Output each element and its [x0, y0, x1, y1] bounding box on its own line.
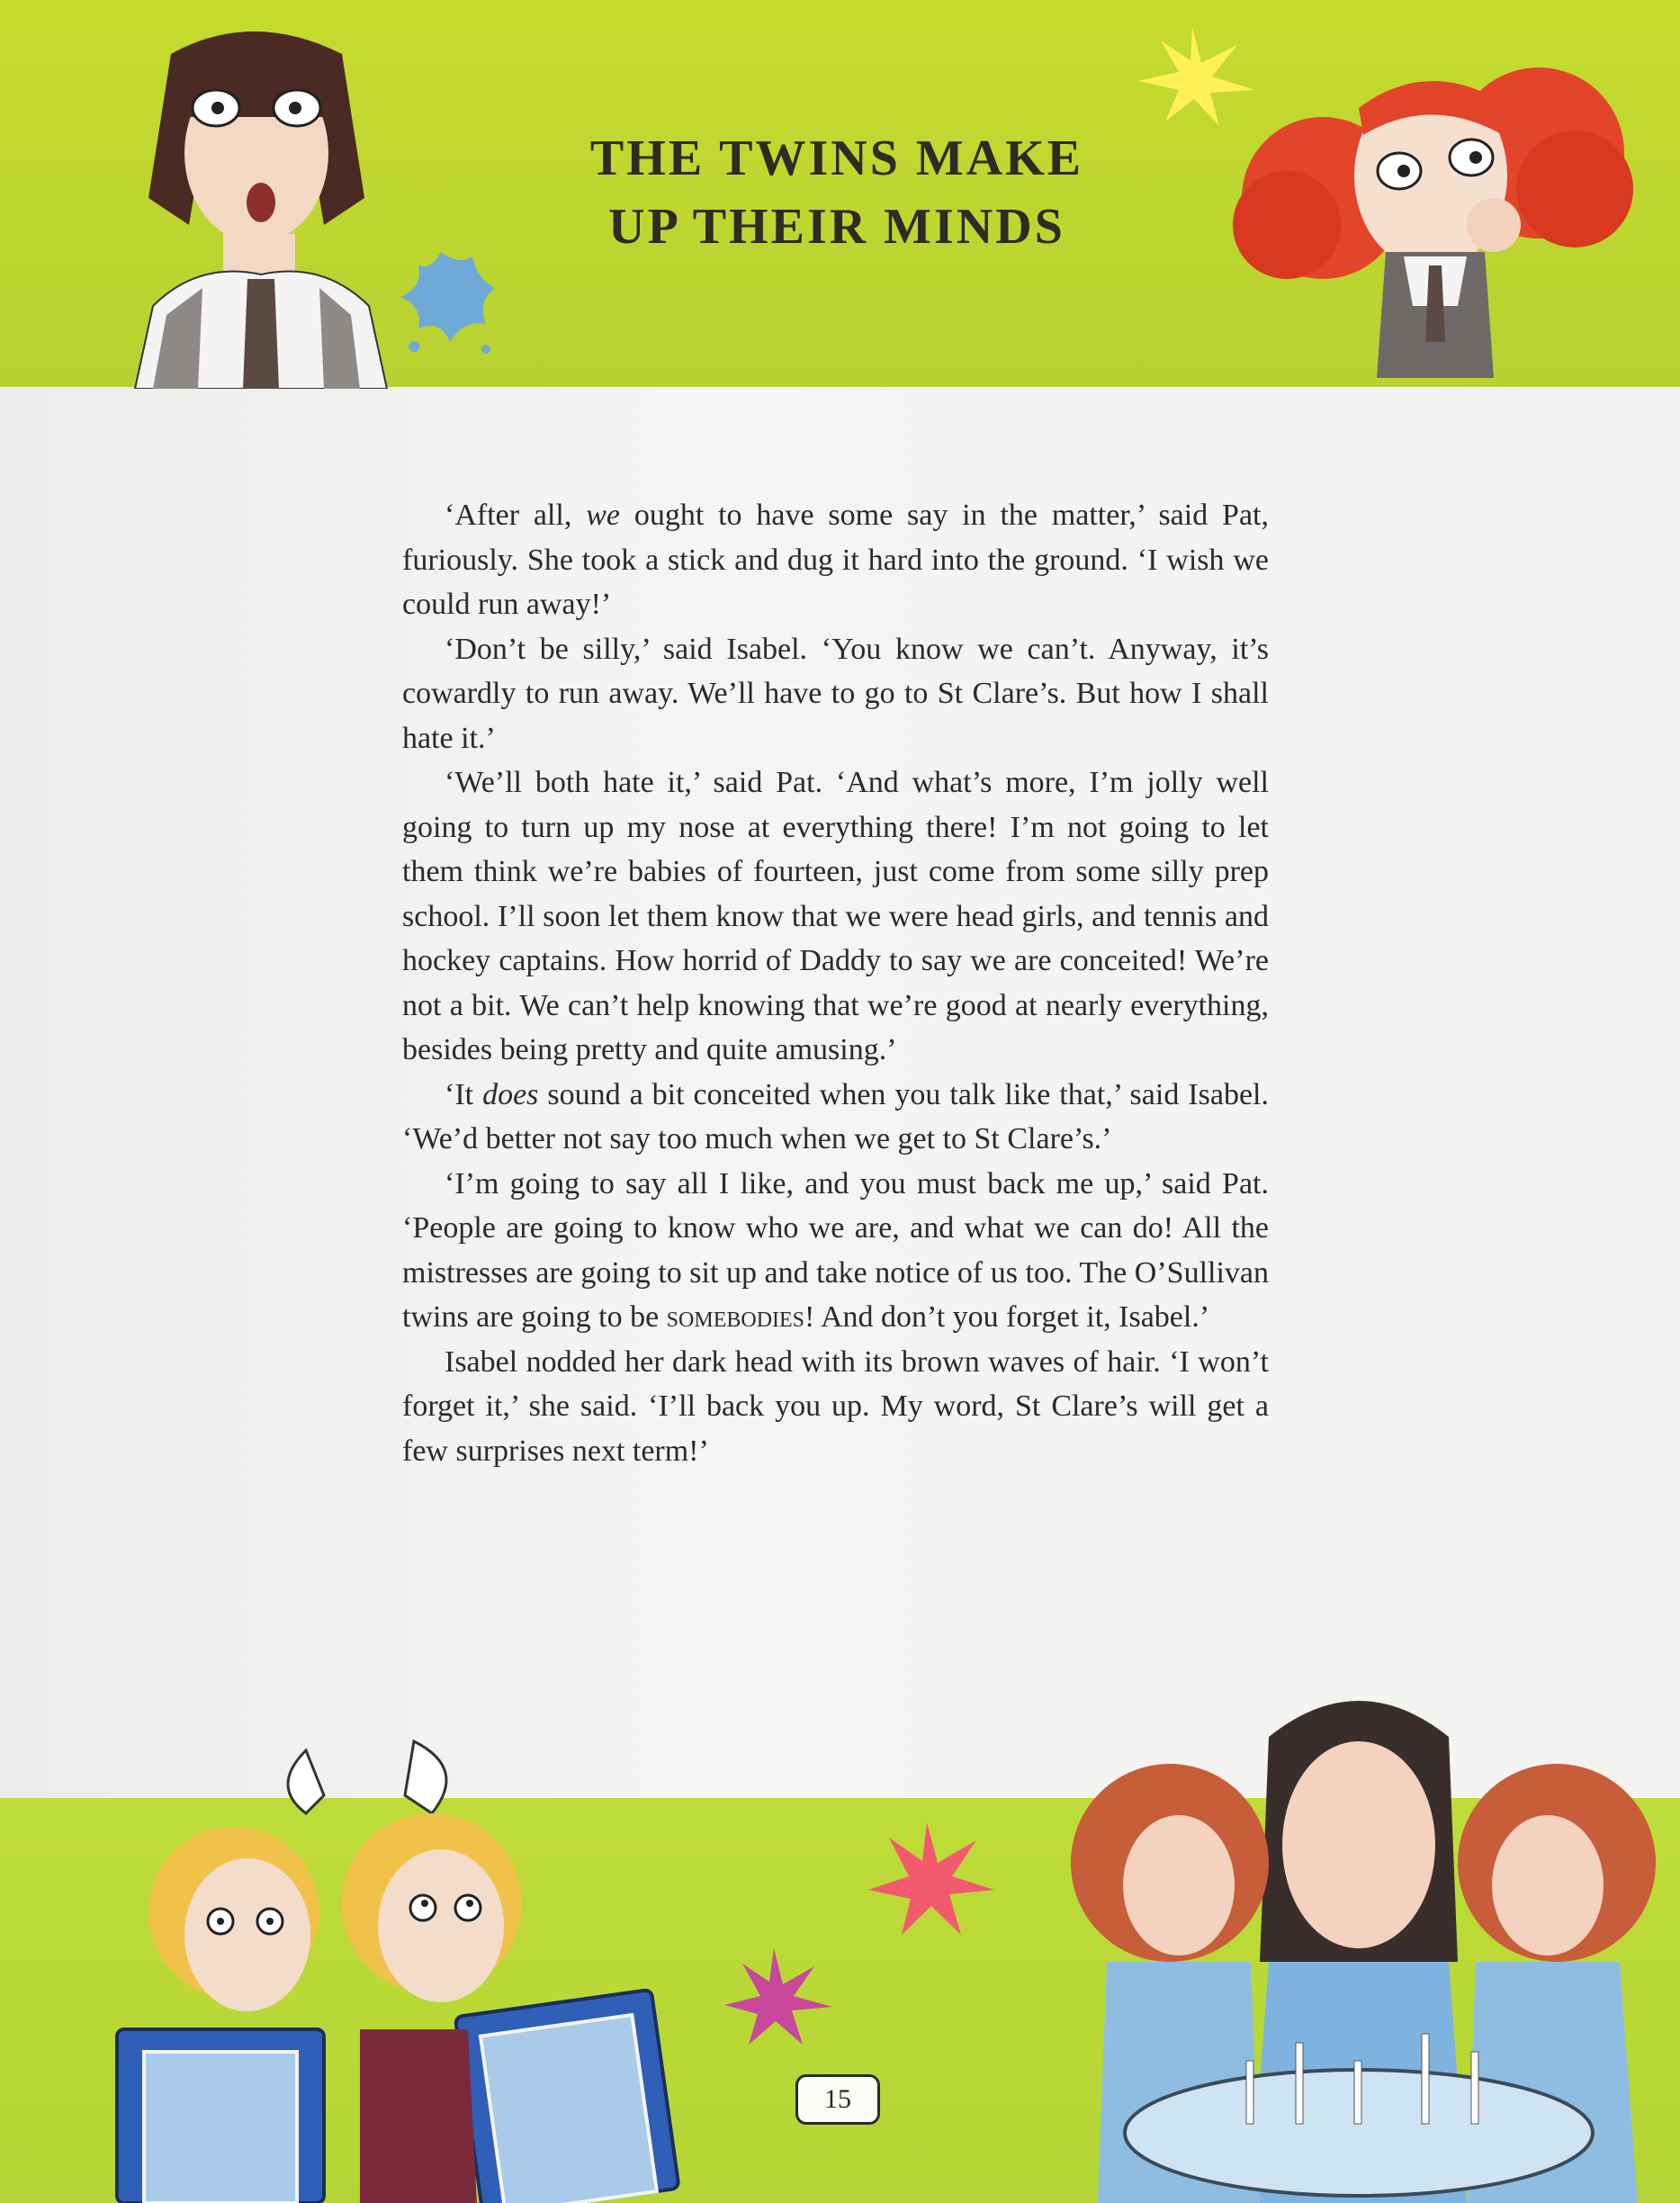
paragraph-4-italic: does — [482, 1077, 539, 1111]
paragraph-4 — [402, 1073, 1269, 1162]
paragraph-5-text-b: ! And don’t you forget it, Isabel.’ — [804, 1300, 1210, 1334]
pink-star-splat-illustration — [864, 1818, 999, 1944]
paragraph-1-italic: we — [586, 499, 620, 532]
paragraph-2: ‘Don’t be silly,’ said Isabel. ‘You know we can’t. Anyway, it’s cowardly to run away. We’ll have to go to St Clare’s. But how I shall hate it.’ — [402, 632, 1269, 755]
story-text — [402, 493, 1269, 1473]
page-number: 15 — [795, 2074, 880, 2125]
red-curly-haired-girl-illustration — [1224, 45, 1638, 378]
paragraph-4-text-b: sound a bit conceited when you talk like that,’ said Isabel. ‘We’d better not say too much when we get to St Clare’s.’ — [402, 1077, 1269, 1155]
purple-star-splat-illustration — [720, 1944, 837, 2052]
blonde-twins-holding-books-illustration — [90, 1732, 702, 2203]
blue-ink-splat-illustration — [387, 243, 504, 360]
three-girls-with-birthday-cake-illustration — [1035, 1665, 1680, 2203]
paragraph-5-text-a: ‘I’m going to say all I like, and you must back me up,’ said Pat. ‘People are going to know who we are, and what we can do! All the mistresses are going to sit up and take notice of us too. The O’Sullivan twins are going to be — [402, 1166, 1269, 1334]
paragraph-6: Isabel nodded her dark head with its brown waves of hair. ‘I won’t forget it,’ she said. ‘I’ll back you up. My word, St Clare’s will get a few surprises next term!’ — [402, 1344, 1269, 1468]
paragraph-1 — [402, 493, 1269, 627]
paragraph-3: ‘We’ll both hate it,’ said Pat. ‘And what’s more, I’m jolly well going to turn up my nose at everything there! I’m not going to let them think we’re babies of fourteen, just come from some silly prep school. I’ll soon let them know that we were head girls, and tennis and hockey captains. How horrid of Daddy to say we are conceited! We’re not a bit. We can’t help knowing that we’re good at nearly everything, besides being pretty and quite amusing.’ — [402, 766, 1269, 1066]
paragraph-1-text-a: ‘After all, — [445, 499, 587, 532]
paragraph-1-text-b: ought to have some say in the matter,’ said Pat, furiously. She took a stick and dug it hard into the ground. ‘I wish we could run away!’ — [402, 499, 1269, 621]
chapter-title — [504, 124, 1170, 261]
paragraph-4-text-a: ‘It — [445, 1077, 483, 1111]
paragraph-5 — [402, 1162, 1269, 1340]
paragraph-5-smallcaps: somebodies — [666, 1300, 805, 1334]
chapter-title-line-1: THE TWINS MAKE — [589, 130, 1084, 186]
dark-bob-haired-girl-illustration — [117, 18, 405, 389]
chapter-title-line-2: UP THEIR MINDS — [608, 199, 1065, 255]
